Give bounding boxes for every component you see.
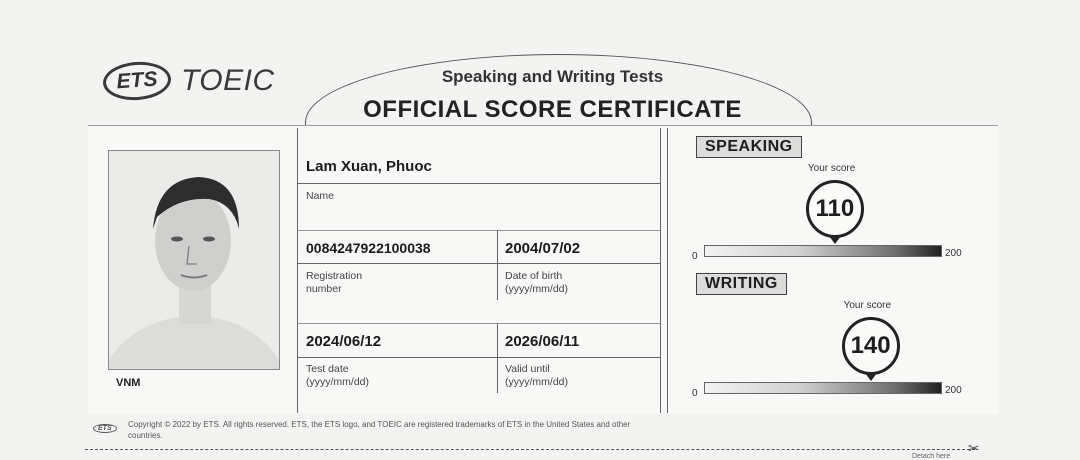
certificate-title: OFFICIAL SCORE CERTIFICATE bbox=[363, 96, 742, 123]
writing-your-score-label: Your score bbox=[843, 300, 892, 311]
grid-divider bbox=[497, 230, 498, 300]
dob-label: Date of birth (yyyy/mm/dd) bbox=[505, 270, 568, 295]
ets-logo: ETS bbox=[102, 60, 172, 103]
speaking-title: SPEAKING bbox=[696, 136, 802, 158]
scissors-icon: ✂ bbox=[968, 440, 980, 456]
grid-line bbox=[297, 357, 660, 358]
test-date: 2024/06/12 bbox=[306, 333, 382, 350]
writing-scale-max: 200 bbox=[945, 385, 962, 396]
speaking-scale-max: 200 bbox=[945, 248, 962, 259]
grid-line bbox=[297, 263, 660, 264]
writing-scale-min: 0 bbox=[692, 388, 698, 399]
registration-number: 0084247922100038 bbox=[306, 240, 431, 256]
grid-divider bbox=[297, 128, 298, 413]
valid-until: 2026/06/11 bbox=[505, 333, 580, 350]
certificate-subtitle: Speaking and Writing Tests bbox=[441, 67, 664, 86]
writing-pointer bbox=[865, 373, 877, 381]
grid-divider bbox=[667, 128, 668, 413]
writing-score-bubble bbox=[842, 317, 900, 381]
speaking-scale-min: 0 bbox=[692, 251, 698, 262]
speaking-score: 110 bbox=[806, 180, 864, 238]
detach-label: Detach here bbox=[912, 453, 951, 460]
speaking-score-bar bbox=[704, 245, 942, 257]
grid-line bbox=[297, 183, 660, 184]
valid-until-label: Valid until (yyyy/mm/dd) bbox=[505, 363, 568, 388]
candidate-photo bbox=[108, 150, 280, 370]
speaking-pointer bbox=[829, 236, 841, 244]
candidate-name: Lam Xuan, Phuoc bbox=[306, 158, 432, 175]
detach-line bbox=[85, 449, 975, 450]
name-label: Name bbox=[306, 190, 335, 202]
grid-line bbox=[297, 230, 660, 231]
footer-ets-logo: ETS bbox=[93, 424, 117, 433]
writing-title: WRITING bbox=[696, 273, 787, 295]
registration-label: Registration number bbox=[306, 270, 363, 295]
grid-divider bbox=[660, 128, 661, 413]
portrait-image bbox=[109, 151, 279, 369]
country-code: VNM bbox=[116, 377, 141, 389]
speaking-score-bubble bbox=[806, 180, 864, 244]
writing-score-bar bbox=[704, 382, 942, 394]
writing-score: 140 bbox=[842, 317, 900, 375]
copyright-text: Copyright © 2022 by ETS. All rights reserved. ETS, the ETS logo, and TOEIC are registered trademarks of ETS in the United States and other countries. bbox=[128, 420, 631, 440]
test-date-label: Test date (yyyy/mm/dd) bbox=[306, 363, 369, 388]
grid-divider bbox=[497, 323, 498, 393]
speaking-your-score-label: Your score bbox=[807, 163, 856, 174]
toeic-logo: TOEIC bbox=[181, 64, 275, 97]
grid-line bbox=[297, 323, 660, 324]
date-of-birth: 2004/07/02 bbox=[505, 240, 581, 257]
